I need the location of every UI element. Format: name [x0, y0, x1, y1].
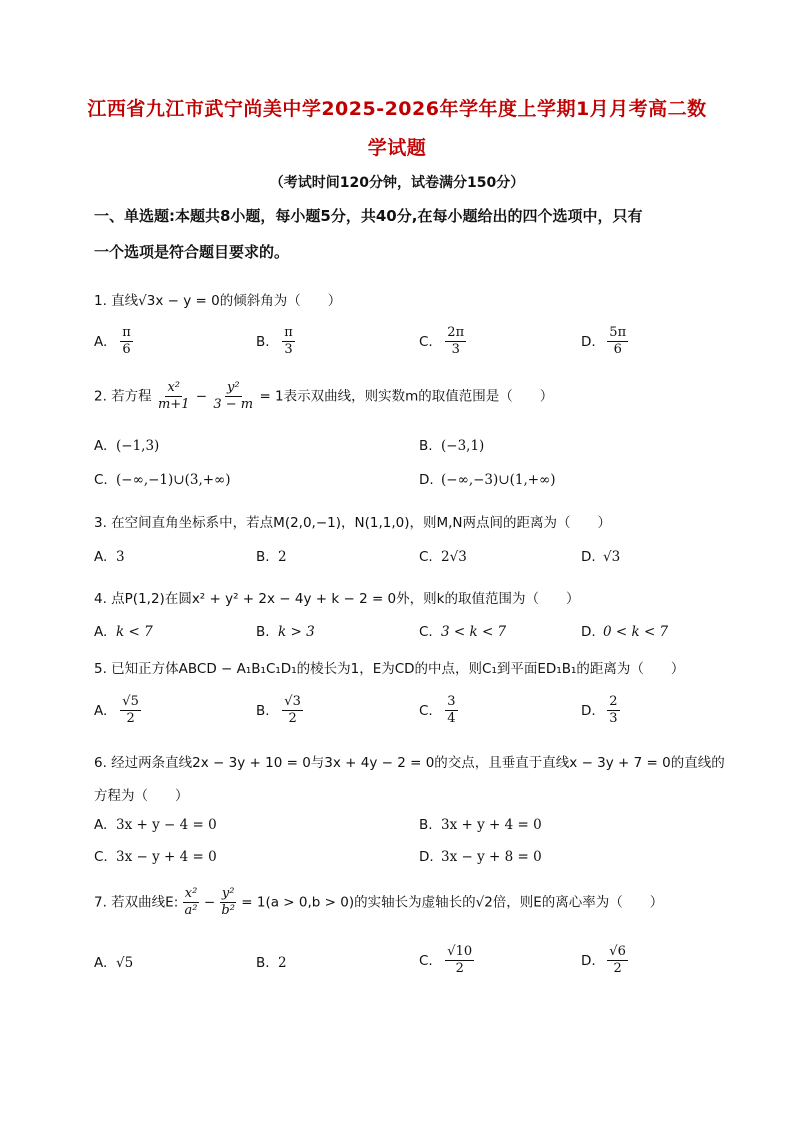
question-7-option-d [581, 944, 628, 977]
section-heading-line2: 一个选项是符合题目要求的。 [94, 243, 290, 261]
option-label: A. [94, 955, 108, 971]
option-text: (−3,1) [441, 438, 485, 454]
option-label: B. [256, 549, 270, 565]
question-4-option-c [419, 624, 506, 640]
option-text: (−∞,−3)∪(1,+∞) [441, 472, 556, 488]
minus-sign: − [203, 894, 216, 911]
fraction-denominator: b² [221, 903, 235, 918]
option-text: (−∞,−1)∪(3,+∞) [116, 472, 231, 488]
fraction-numerator: 2π [447, 325, 465, 340]
option-text: k > 3 [278, 624, 315, 640]
fraction-denominator: 2 [455, 961, 464, 976]
question-5-stem: 5. 已知正方体ABCD − A₁B₁C₁D₁的棱长为1，E为CD的中点，则C₁到平面ED₁B₁的距离为（ ） [94, 661, 685, 677]
question-6-option-d [419, 849, 542, 865]
option-text: 2 [278, 549, 287, 565]
option-label: C. [419, 333, 433, 350]
option-label: C. [419, 952, 433, 969]
option-label: C. [419, 702, 433, 719]
question-2-stem [94, 380, 714, 413]
option-label: C. [419, 549, 433, 565]
option-label: C. [94, 849, 108, 865]
fraction-denominator: 6 [613, 342, 622, 357]
fraction-numerator: 2 [609, 694, 618, 709]
option-label: D. [581, 624, 596, 640]
option-label: B. [256, 702, 270, 719]
question-2-option-d [419, 472, 556, 488]
option-fraction [282, 694, 303, 727]
fraction-denominator: 4 [447, 711, 456, 726]
option-text: √5 [116, 955, 134, 971]
fraction-numerator: √10 [447, 944, 473, 959]
option-text: 0 < k < 7 [603, 624, 669, 640]
option-label: B. [419, 817, 433, 833]
stem-suffix: = 1表示双曲线，则实数m的取值范围是（ ） [259, 388, 554, 405]
option-label: D. [419, 472, 434, 488]
fraction-denominator: 6 [122, 342, 131, 357]
option-label: A. [94, 817, 108, 833]
question-6-stem-line1: 6. 经过两条直线2x − 3y + 10 = 0与3x + 4y − 2 = 0的交点，且垂直于直线x − 3y + 7 = 0的直线的 [94, 755, 725, 771]
option-fraction [120, 694, 141, 727]
question-6-option-a [94, 817, 217, 833]
option-label: A. [94, 438, 108, 454]
option-label: A. [94, 624, 108, 640]
option-label: B. [256, 333, 270, 350]
question-3-option-b [256, 549, 287, 565]
fraction-numerator: 5π [609, 325, 627, 340]
fraction-numerator: x² [184, 886, 198, 901]
option-text: 3x + y − 4 = 0 [116, 817, 217, 833]
option-label: C. [94, 472, 108, 488]
option-label: D. [581, 549, 596, 565]
exam-subtitle: （考试时间120分钟，试卷满分150分） [269, 175, 525, 191]
question-4-stem: 4. 点P(1,2)在圆x² + y² + 2x − 4y + k − 2 = 0外，则k的取值范围为（ ） [94, 591, 580, 607]
stem-fraction-2 [219, 886, 237, 919]
fraction-numerator: π [122, 325, 131, 340]
fraction-numerator: π [284, 325, 293, 340]
fraction-denominator: 2 [288, 711, 297, 726]
option-text: 3 < k < 7 [441, 624, 507, 640]
question-1-option-c [419, 325, 466, 358]
stem-fraction-2 [211, 380, 255, 413]
option-text: 2 [278, 955, 287, 971]
question-1-option-b [256, 325, 295, 358]
option-label: D. [581, 333, 596, 350]
fraction-numerator: 3 [447, 694, 456, 709]
option-fraction [120, 325, 133, 358]
stem-suffix: = 1(a > 0,b > 0)的实轴长为虚轴长的√2倍，则E的离心率为（ ） [241, 894, 664, 911]
fraction-denominator: 3 [609, 711, 618, 726]
option-label: D. [581, 952, 596, 969]
minus-sign: − [195, 388, 208, 405]
fraction-numerator: √3 [284, 694, 301, 709]
fraction-denominator: 3 − m [213, 397, 254, 412]
option-label: A. [94, 333, 108, 350]
stem-prefix: 2. 若方程 [94, 388, 152, 405]
question-4-option-d [581, 624, 668, 640]
fraction-numerator: √5 [122, 694, 139, 709]
question-1-option-d [581, 325, 628, 358]
option-text: 2√3 [441, 549, 467, 565]
question-7-option-a [94, 955, 133, 971]
fraction-denominator: 3 [284, 342, 293, 357]
fraction-denominator: a² [184, 903, 198, 918]
question-5-option-d [581, 694, 620, 727]
option-label: D. [419, 849, 434, 865]
fraction-numerator: y² [226, 380, 240, 395]
question-6-stem-line2: 方程为（ ） [94, 788, 189, 804]
fraction-numerator: y² [221, 886, 235, 901]
section-heading-line1: 一、单选题:本题共8小题，每小题5分，共40分,在每小题给出的四个选项中，只有 [94, 207, 643, 225]
exam-title-line2: 学试题 [367, 137, 427, 159]
stem-prefix: 7. 若双曲线E: [94, 894, 179, 911]
option-fraction [607, 325, 628, 358]
question-2-option-b [419, 438, 484, 454]
question-6-option-c [94, 849, 217, 865]
option-fraction [607, 944, 628, 977]
stem-fraction-1 [156, 380, 192, 413]
question-2-option-c [94, 472, 231, 488]
fraction-denominator: 2 [613, 961, 622, 976]
question-5-option-a [94, 694, 141, 727]
question-3-option-d [581, 549, 620, 565]
option-text: k < 7 [116, 624, 153, 640]
question-7-option-c [419, 944, 474, 977]
option-fraction [445, 694, 457, 727]
option-text: 3x + y + 4 = 0 [441, 817, 542, 833]
question-4-option-b [256, 624, 315, 640]
question-3-option-a [94, 549, 125, 565]
option-text: 3 [116, 549, 125, 565]
fraction-numerator: √6 [609, 944, 626, 959]
option-text: (−1,3) [116, 438, 160, 454]
question-5-option-c [419, 694, 458, 727]
question-3-option-c [419, 549, 467, 565]
question-5-option-b [256, 694, 303, 727]
option-fraction [282, 325, 295, 358]
option-label: C. [419, 624, 433, 640]
option-label: A. [94, 702, 108, 719]
option-label: A. [94, 549, 108, 565]
option-label: B. [419, 438, 433, 454]
option-label: B. [256, 955, 270, 971]
question-6-option-b [419, 817, 542, 833]
fraction-numerator: x² [167, 380, 180, 395]
option-label: D. [581, 702, 596, 719]
option-fraction [607, 694, 619, 727]
question-3-stem: 3. 在空间直角坐标系中，若点M(2,0,−1)，N(1,1,0)，则M,N两点间的距离为（ ） [94, 515, 612, 531]
option-label: B. [256, 624, 270, 640]
question-4-option-a [94, 624, 153, 640]
question-2-option-a [94, 438, 159, 454]
option-fraction [445, 325, 466, 358]
fraction-denominator: 2 [126, 711, 135, 726]
stem-fraction-1 [183, 886, 200, 919]
fraction-denominator: 3 [451, 342, 460, 357]
option-fraction [445, 944, 474, 977]
question-1-stem: 1. 直线√3x − y = 0的倾斜角为（ ） [94, 293, 342, 309]
option-text: 3x − y + 4 = 0 [116, 849, 217, 865]
option-text: 3x − y + 8 = 0 [441, 849, 542, 865]
question-1-option-a [94, 325, 133, 358]
option-text: √3 [603, 549, 621, 565]
question-7-option-b [256, 955, 287, 971]
question-7-stem [94, 886, 714, 919]
fraction-denominator: m+1 [157, 397, 190, 412]
exam-title-line1: 江西省九江市武宁尚美中学2025-2026年学年度上学期1月月考高二数 [87, 98, 707, 120]
